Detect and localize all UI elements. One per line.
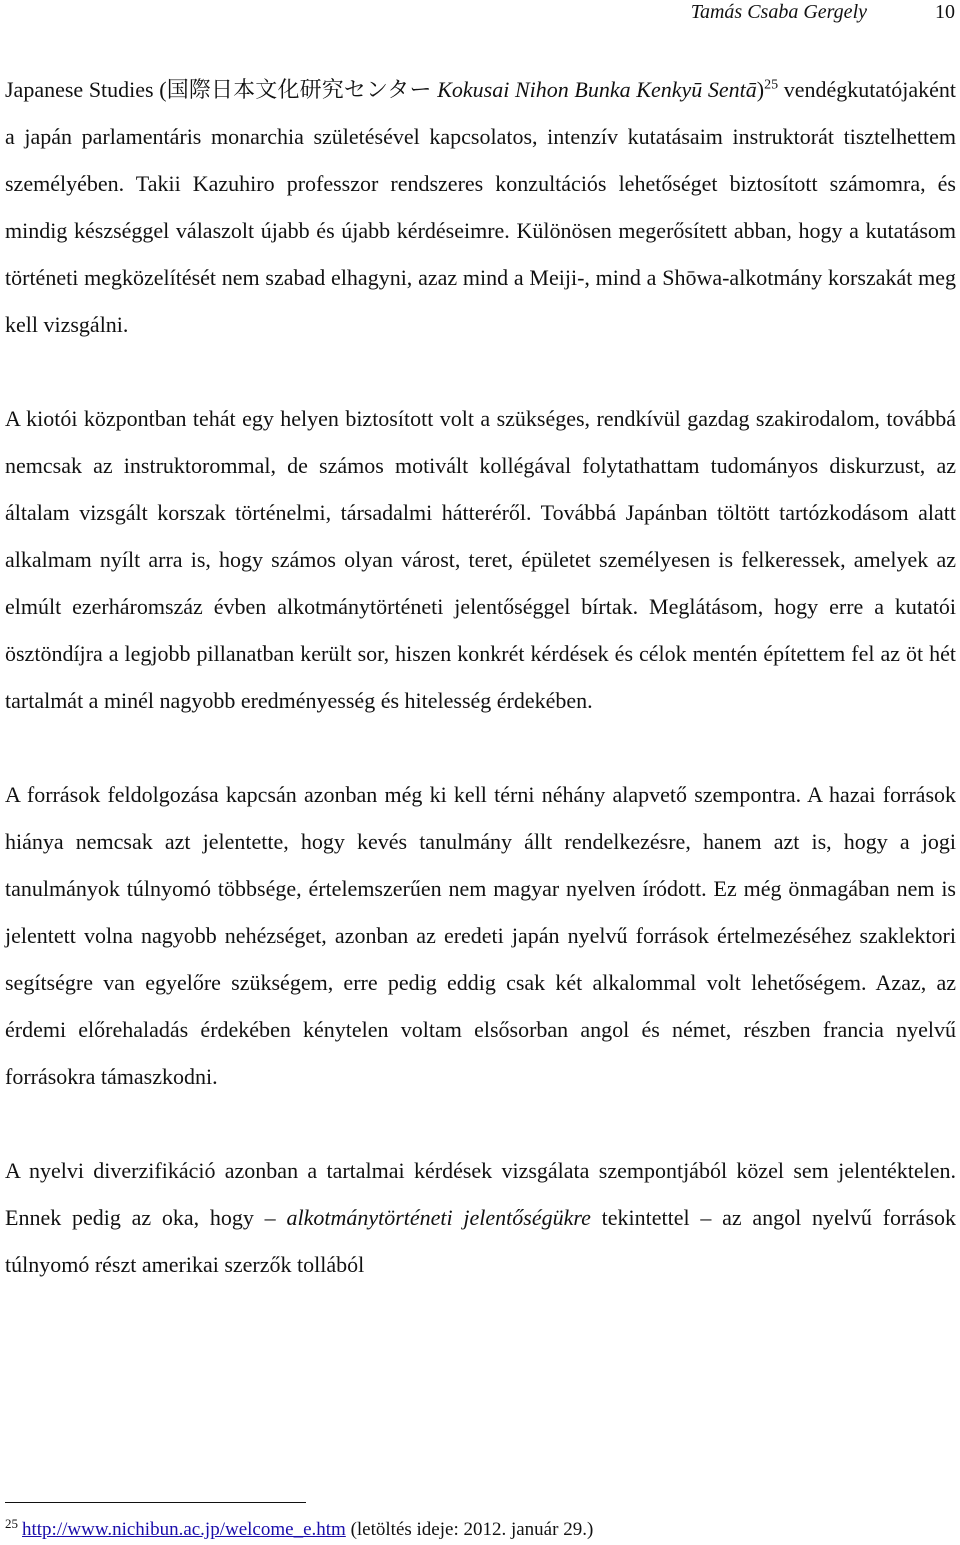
paren-close: ) <box>756 77 765 102</box>
paragraph-1-rest: vendégkutatójaként a japán parlamentáris monarchia születésével kapcsolatos, intenzív kutatásaim instruktorát tisztelhettem személyében. Takii Kazuhiro professzor rendszeres konzultációs lehetőséget biztosított számomra, és mindig készséggel válaszolt újabb és újabb kérdéseimre. Különösen megerősített abban, hogy a kutatásom történeti megközelítését nem szabad elhagyni, azaz mind a Meiji-, mind a Shōwa-alkotmány korszakát meg kell vizsgálni. <box>5 77 957 337</box>
footnote <box>5 1515 594 1541</box>
footnote-divider <box>5 1502 306 1503</box>
body-text <box>5 66 956 1288</box>
footnote-reference[interactable]: 25 <box>764 77 779 93</box>
footnote-link[interactable]: http://www.nichibun.ac.jp/welcome_e.htm <box>22 1519 346 1540</box>
paragraph-1 <box>5 66 956 348</box>
paragraph-4-rest: tekintettel – az angol nyelvű források túlnyomó részt amerikai szerzők tollából <box>5 1205 957 1277</box>
footnote-number: 25 <box>5 1515 18 1531</box>
paragraph-4-emphasis: alkotmánytörténeti jelentőségükre <box>286 1205 591 1230</box>
romanized-institute-name: Kokusai Nihon Bunka Kenkyū Sentā <box>431 77 757 102</box>
paragraph-1-start: Japanese Studies ( <box>5 77 167 102</box>
paragraph-4-start: A nyelvi diverzifikáció azonban a tartalmai kérdések vizsgálata szempontjából közel sem jelentéktelen. Ennek pedig az oka, hogy – <box>5 1158 956 1230</box>
page-number: 10 <box>935 1 955 23</box>
paragraph-4 <box>5 1147 956 1288</box>
header-author: Tamás Csaba Gergely <box>690 1 867 23</box>
paragraph-3: A források feldolgozása kapcsán azonban még ki kell térni néhány alapvető szempontra. A hazai források hiánya nemcsak azt jelentette, hogy kevés tanulmány állt rendelkezésre, hanem azt is, hogy a jogi tanulmányok túlnyomó többsége, értelemszerűen nem magyar nyelven íródott. Ez még önmagában nem is jelentett volna nagyobb nehézséget, azonban az eredeti japán nyelvű források értelmezéséhez szaklektori segítségre van egyelőre szükségem, erre pedig eddig csak két alkalommal volt lehetőségem. Azaz, az érdemi előrehaladás érdekében kénytelen voltam elsősorban angol és német, részben francia nyelvű forrásokra támaszkodni. <box>5 782 956 1089</box>
paragraph-2: A kiotói központban tehát egy helyen biztosított volt a szükséges, rendkívül gazdag szakirodalom, továbbá nemcsak az instruktorommal, de számos motivált kollégával folytathattam tudományos diskurzust, az általam vizsgált korszak történelmi, társadalmi hátteréről. Továbbá Japánban töltött tartózkodásom alatt alkalmam nyílt arra is, hogy számos olyan várost, teret, épületet személyesen is felkeressek, amelyek az elmúlt ezerháromszáz évben alkotmánytörténeti jelentőséggel bírtak. Meglátásom, hogy erre a kutatói ösztöndíjra a legjobb pillanatban került sor, hiszen konkrét kérdések és célok mentén építettem fel az öt hét tartalmát a minél nagyobb eredményesség és hitelesség érdekében. <box>5 406 956 713</box>
footnote-text: (letöltés ideje: 2012. január 29.) <box>345 1519 594 1540</box>
japanese-institute-name: 国際日本文化研究センター <box>166 77 432 102</box>
page-header <box>0 0 960 24</box>
